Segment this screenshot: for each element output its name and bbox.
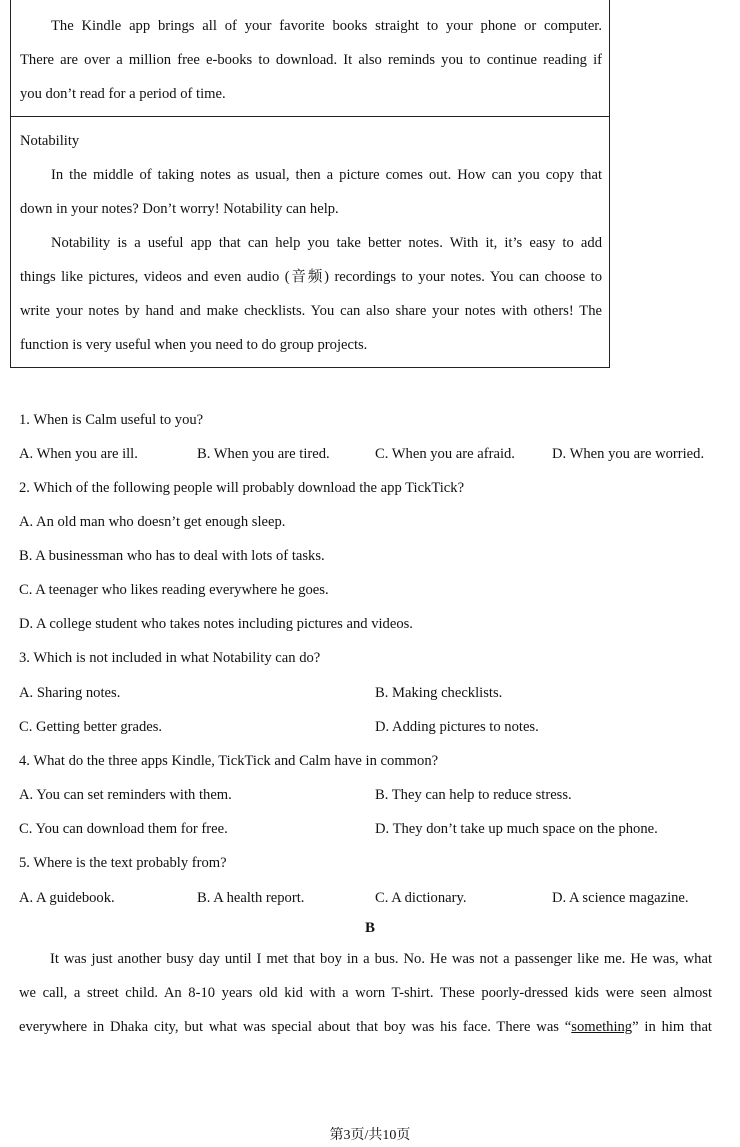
- question-1-option-d: D. When you are worried.: [552, 446, 705, 462]
- question-4-option-d: D. They don’t take up much space on the phone.: [375, 821, 658, 837]
- question-2-stem: 2. Which of the following people will probably download the app TickTick?: [19, 480, 465, 496]
- kindle-description-box: [10, 0, 610, 117]
- question-1-option-b: B. When you are tired.: [197, 446, 330, 462]
- question-2-option-d: D. A college student who takes notes including pictures and videos.: [19, 616, 413, 632]
- section-b-line-1: It was just another busy day until I met that boy in a bus. No. He was not a passenger like me. He was, what: [50, 951, 712, 967]
- section-b-line-2: we call, a street child. An 8-10 years old kid with a worn T-shirt. These poorly-dressed kids were seen almost: [19, 985, 712, 1001]
- question-3-option-c: C. Getting better grades.: [19, 719, 163, 735]
- notability-line-4: things like pictures, videos and even audio (音频) recordings to your notes. You can choose to: [20, 269, 602, 285]
- underlined-something: something: [571, 1019, 633, 1035]
- notability-line-6: function is very useful when you need to do group projects.: [20, 337, 368, 353]
- question-5-option-b: B. A health report.: [197, 890, 305, 906]
- question-5-stem: 5. Where is the text probably from?: [19, 855, 227, 871]
- question-4-stem: 4. What do the three apps Kindle, TickTick and Calm have in common?: [19, 753, 439, 769]
- kindle-line-3: you don’t read for a period of time.: [20, 86, 226, 102]
- question-3-option-a: A. Sharing notes.: [19, 685, 121, 701]
- notability-description-box: [10, 116, 610, 368]
- kindle-line-2: There are over a million free e-books to download. It also reminds you to continue reading if: [20, 52, 602, 68]
- question-1-stem: 1. When is Calm useful to you?: [19, 412, 204, 428]
- question-2-option-b: B. A businessman who has to deal with lots of tasks.: [19, 548, 325, 564]
- section-b-line-3: [19, 1017, 712, 1037]
- question-5-option-d: D. A science magazine.: [552, 890, 689, 906]
- question-3-option-b: B. Making checklists.: [375, 685, 503, 701]
- notability-line-2: down in your notes? Don’t worry! Notability can help.: [20, 201, 339, 217]
- question-4-option-a: A. You can set reminders with them.: [19, 787, 232, 803]
- question-2-option-a: A. An old man who doesn’t get enough sleep.: [19, 514, 286, 530]
- question-1-option-a: A. When you are ill.: [19, 446, 138, 462]
- section-b-line-3-text: everywhere in Dhaka city, but what was special about that boy was his face. There was “: [19, 1019, 572, 1035]
- section-b-heading: B: [364, 920, 375, 936]
- notability-title: Notability: [20, 133, 80, 149]
- question-1-option-c: C. When you are afraid.: [375, 446, 515, 462]
- notability-line-1: In the middle of taking notes as usual, then a picture comes out. How can you copy that: [51, 167, 602, 183]
- notability-line-3: Notability is a useful app that can help you take better notes. With it, it’s easy to add: [51, 235, 602, 251]
- section-b-line-3-tail: ” in him that: [632, 1019, 712, 1035]
- notability-line-5: write your notes by hand and make checklists. You can also share your notes with others! The: [20, 303, 602, 319]
- question-3-stem: 3. Which is not included in what Notability can do?: [19, 650, 321, 666]
- question-2-option-c: C. A teenager who likes reading everywhere he goes.: [19, 582, 329, 598]
- question-5-option-c: C. A dictionary.: [375, 890, 467, 906]
- question-4-option-b: B. They can help to reduce stress.: [375, 787, 572, 803]
- kindle-line-1: The Kindle app brings all of your favorite books straight to your phone or computer.: [51, 18, 602, 34]
- question-5-option-a: A. A guidebook.: [19, 890, 115, 906]
- page-number-footer: 第3页/共10页: [329, 1128, 411, 1143]
- question-4-option-c: C. You can download them for free.: [19, 821, 228, 837]
- question-3-option-d: D. Adding pictures to notes.: [375, 719, 539, 735]
